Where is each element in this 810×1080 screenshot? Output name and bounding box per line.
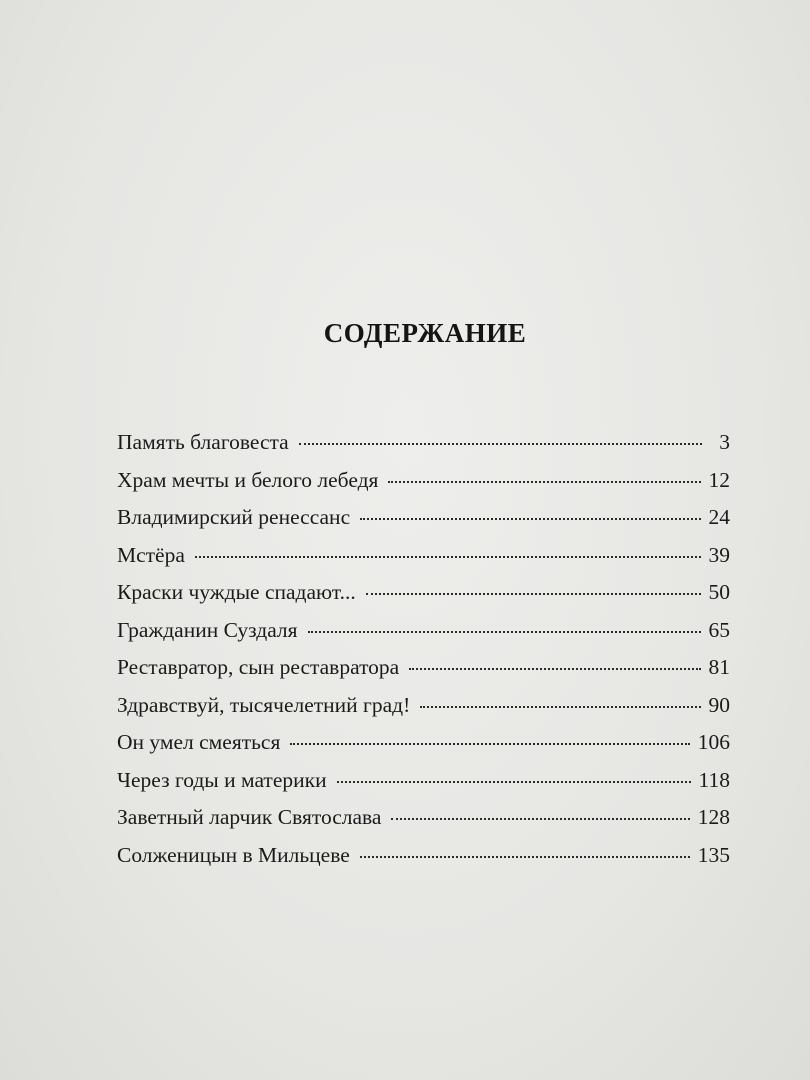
toc-entry-title: Память благовеста <box>117 430 289 454</box>
toc-entry-page: 39 <box>708 542 730 567</box>
toc-entry-page: 128 <box>697 805 730 829</box>
toc-entry-page: 24 <box>708 505 730 529</box>
toc-entry-page: 12 <box>708 467 730 492</box>
toc-entry-page: 65 <box>708 617 730 642</box>
toc-entry-page: 3 <box>719 430 730 454</box>
dot-leader <box>299 443 702 445</box>
dot-leader <box>337 781 691 783</box>
dot-leader <box>420 706 700 708</box>
toc-entry <box>117 612 730 650</box>
toc-entry-title: Реставратор, сын реставратора <box>117 655 400 679</box>
dot-leader <box>391 818 689 820</box>
dot-leader <box>409 668 700 670</box>
toc-entry <box>117 574 730 612</box>
toc-entry-page: 118 <box>698 767 730 792</box>
toc-entry-title: Гражданин Суздаля <box>117 617 298 642</box>
toc-entry-page: 50 <box>708 580 730 604</box>
toc-entry <box>117 799 730 837</box>
toc-heading: СОДЕРЖАНИЕ <box>323 318 527 348</box>
toc-entry-title: Владимирский ренессанс <box>117 505 351 529</box>
toc-entry-page: 106 <box>697 730 730 754</box>
toc-entry <box>117 499 730 537</box>
toc-entry <box>117 837 730 875</box>
toc-entry-page: 135 <box>697 842 730 867</box>
dot-leader <box>360 518 700 520</box>
toc-entry <box>117 762 730 800</box>
toc-entry <box>117 649 730 687</box>
toc-entry <box>117 462 730 500</box>
toc-entry <box>117 687 730 725</box>
toc-entry-title: Храм мечты и белого лебедя <box>117 467 379 492</box>
toc-entry <box>117 424 730 462</box>
dot-leader <box>308 631 701 633</box>
dot-leader <box>290 743 689 745</box>
toc-entry <box>117 537 730 575</box>
toc-entry-page: 90 <box>708 692 730 717</box>
toc-entry-page: 81 <box>708 655 730 679</box>
toc-list <box>117 424 730 874</box>
toc-entry-title: Мстёра <box>117 542 185 567</box>
dot-leader <box>388 481 700 483</box>
toc-entry <box>117 724 730 762</box>
toc-entry-title: Он умел смеяться <box>117 730 281 754</box>
toc-entry-title: Краски чуждые спадают... <box>117 580 356 604</box>
toc-entry-title: Заветный ларчик Святослава <box>117 805 382 829</box>
toc-entry-title: Солженицын в Мильцеве <box>117 842 350 867</box>
dot-leader <box>195 556 701 558</box>
dot-leader <box>360 856 690 858</box>
toc-entry-title: Через годы и материки <box>117 767 327 792</box>
dot-leader <box>366 593 701 595</box>
toc-entry-title: Здравствуй, тысячелетний град! <box>117 692 411 717</box>
